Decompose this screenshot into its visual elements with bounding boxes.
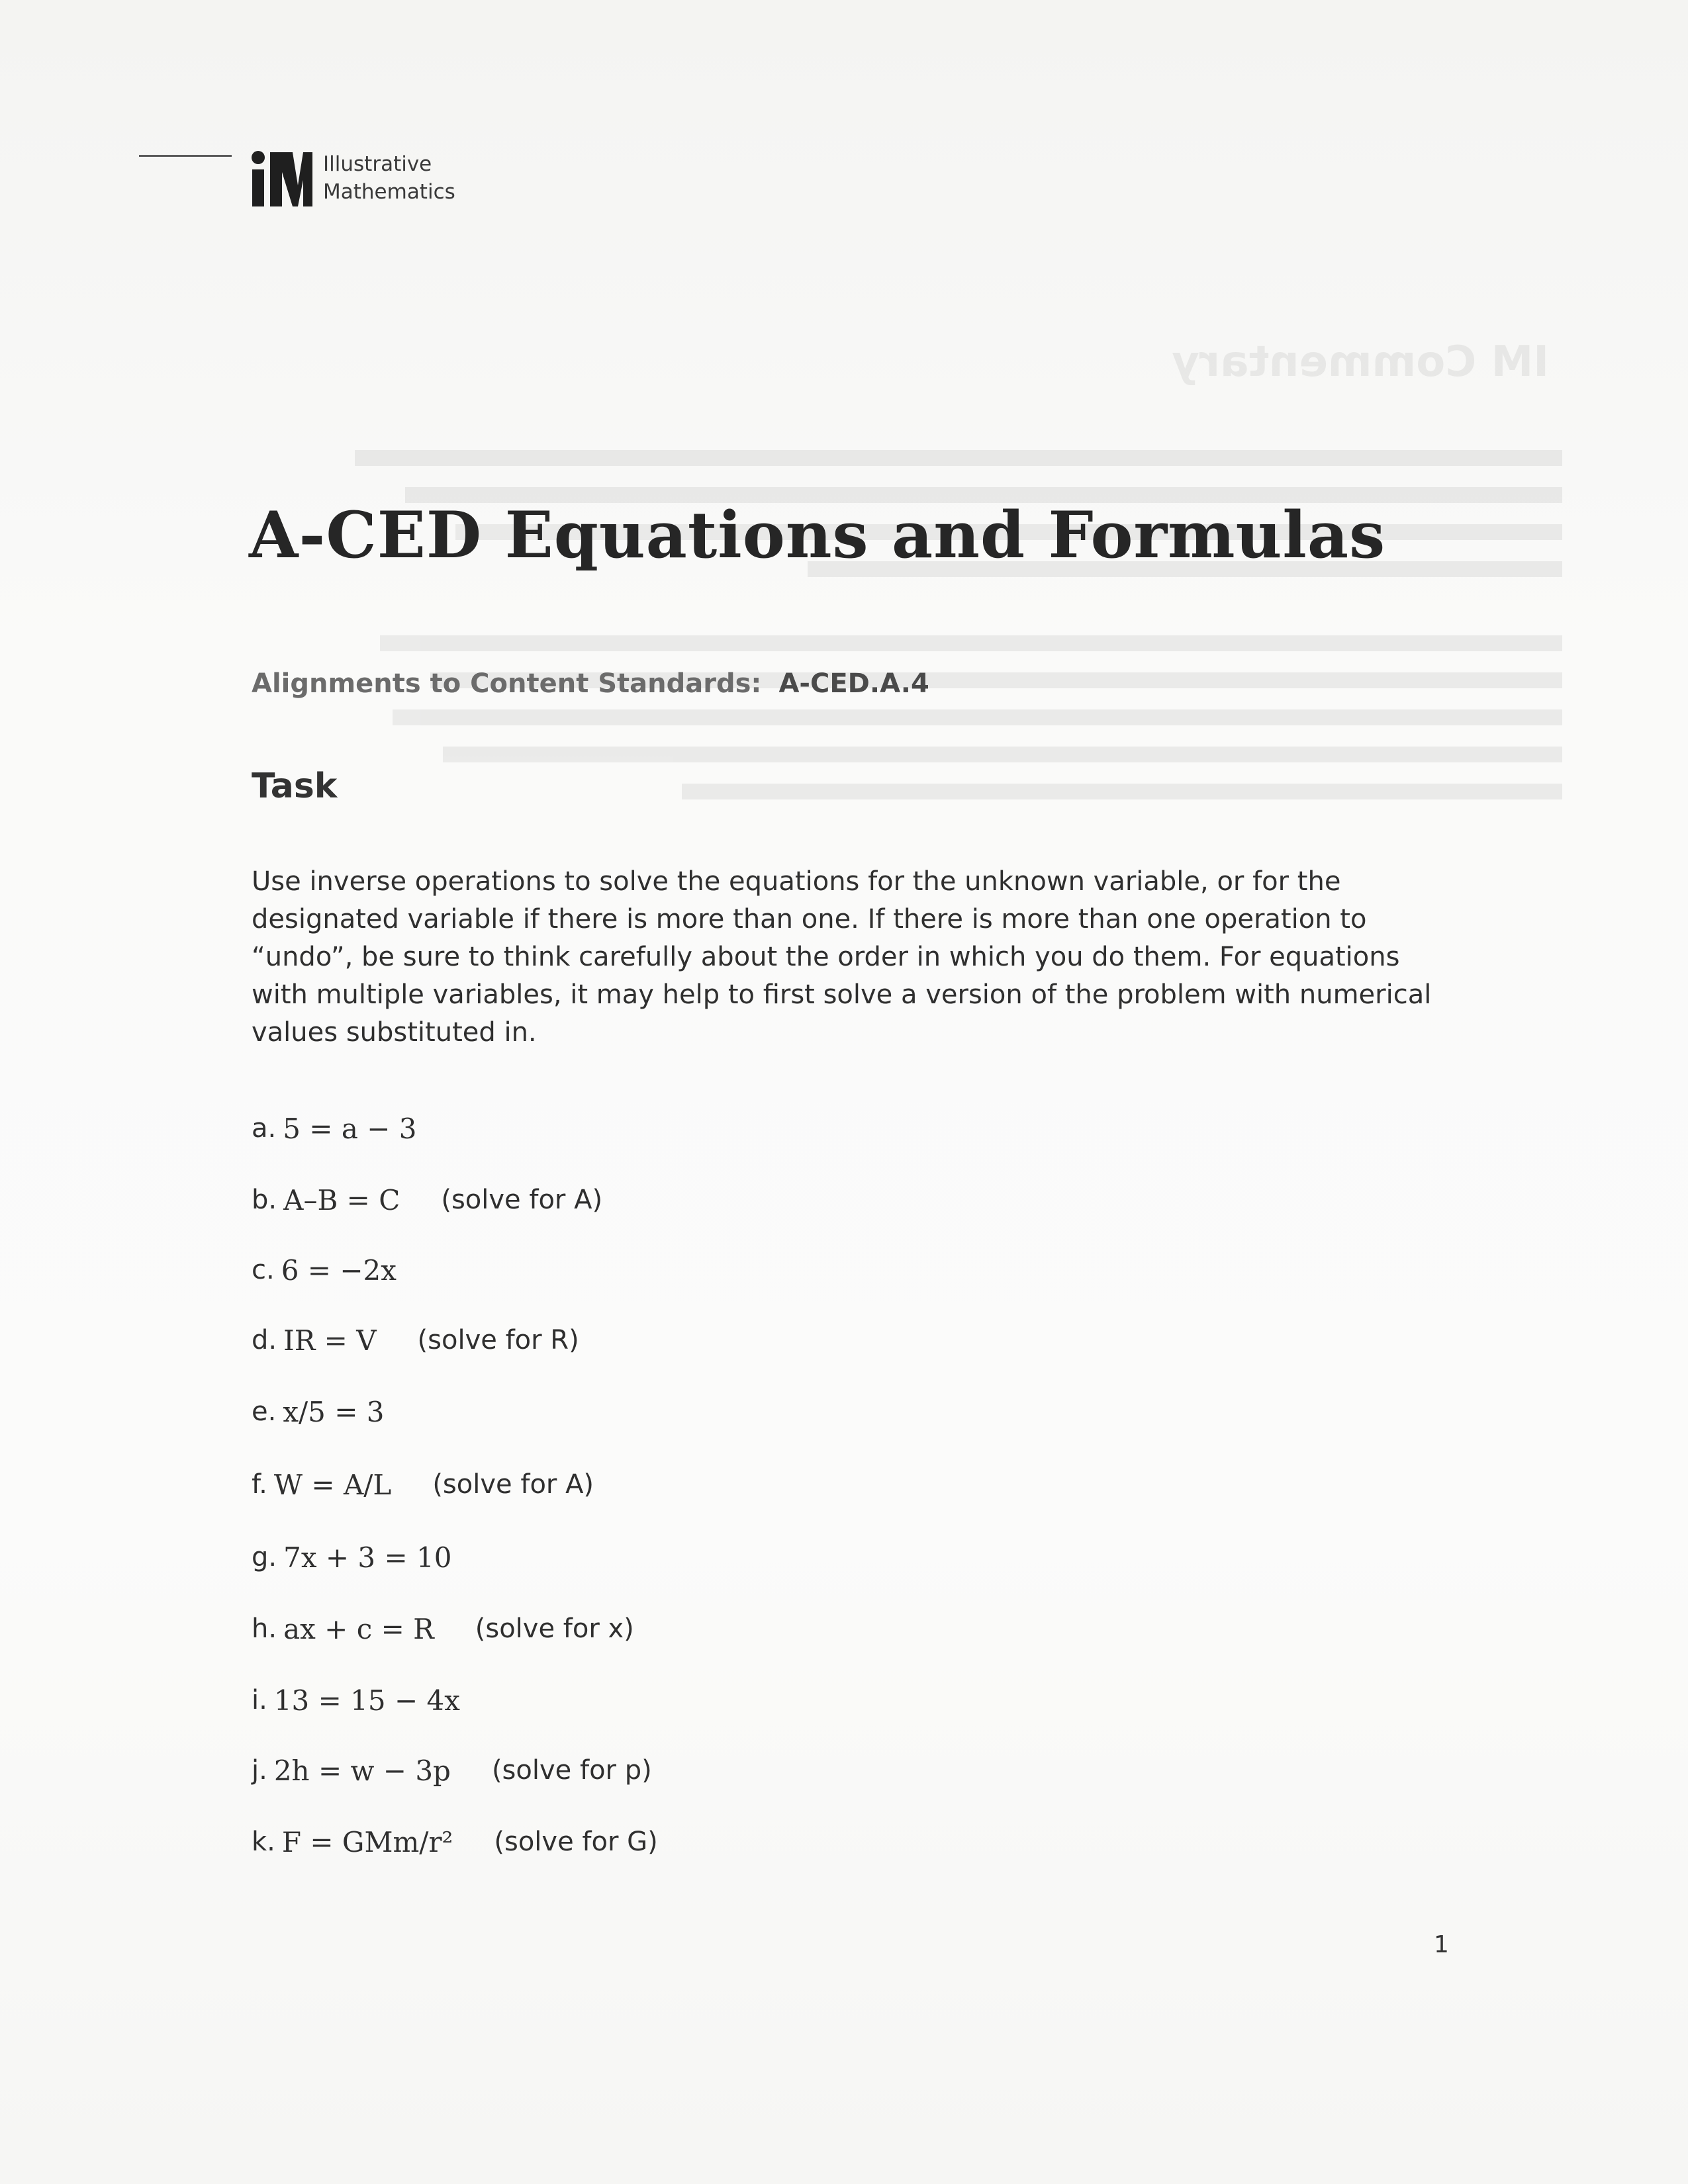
problem-h [252,1602,634,1655]
problem-equation: x/5 = 3 [283,1395,385,1428]
problem-note: (solve for A) [432,1469,594,1500]
logo-line-1: Illustrative [323,152,432,176]
problem-label: a. [252,1113,277,1144]
problem-label: j. [252,1755,267,1786]
problem-equation: 5 = a − 3 [283,1112,417,1145]
problem-label: c. [252,1255,275,1285]
problem-c [252,1244,397,1297]
problem-i [252,1674,460,1727]
problem-equation: 13 = 15 − 4x [273,1684,460,1717]
problem-k [252,1815,658,1868]
problem-f [252,1458,594,1511]
header-rule [139,155,232,157]
problem-label: b. [252,1185,277,1215]
logo-line-2: Mathematics [323,180,455,204]
alignments-label: Alignments to Content Standards: [252,668,762,699]
problem-note: (solve for G) [494,1827,658,1857]
problem-equation: A–B = C [283,1183,400,1216]
problem-label: f. [252,1469,267,1500]
alignments-standard: A-CED.A.4 [778,668,929,699]
problem-label: g. [252,1542,277,1572]
problem-g [252,1531,451,1584]
task-intro: Use inverse operations to solve the equations for the unknown variable, or for the designated variable if there is more than one. If there is more than one operation to “undo”, be sure to think carefully about the order in which you do them. For equations with multiple variables, it may help to first solve a version of the problem with numerical values substituted in. [252,866,1432,1048]
problem-equation: W = A/L [273,1468,392,1501]
problem-equation: F = GMm/r² [281,1825,453,1858]
illustrative-mathematics-logo [250,148,455,208]
im-logo-icon [250,148,314,208]
problem-e [252,1385,385,1438]
problem-equation: 7x + 3 = 10 [283,1541,452,1574]
problem-equation: 6 = −2x [281,1253,397,1287]
problem-label: k. [252,1827,275,1857]
problem-equation: ax + c = R [283,1612,434,1645]
problem-label: e. [252,1396,277,1427]
problem-label: i. [252,1685,267,1715]
problem-d [252,1314,579,1367]
problem-j [252,1744,652,1797]
problem-note: (solve for A) [441,1185,603,1215]
problem-equation: IR = V [283,1324,377,1357]
problem-note: (solve for p) [491,1755,652,1786]
problem-label: d. [252,1325,277,1355]
page-number: 1 [1434,1931,1449,1958]
problem-note: (solve for R) [417,1325,579,1355]
task-heading: Task [252,766,338,806]
alignments-line [252,668,929,699]
problem-label: h. [252,1614,277,1644]
problem-b [252,1173,602,1226]
page-title: A-CED Equations and Formulas [249,498,1386,572]
problem-a [252,1102,417,1155]
problem-equation: 2h = w − 3p [273,1754,451,1787]
problem-note: (solve for x) [475,1614,634,1644]
